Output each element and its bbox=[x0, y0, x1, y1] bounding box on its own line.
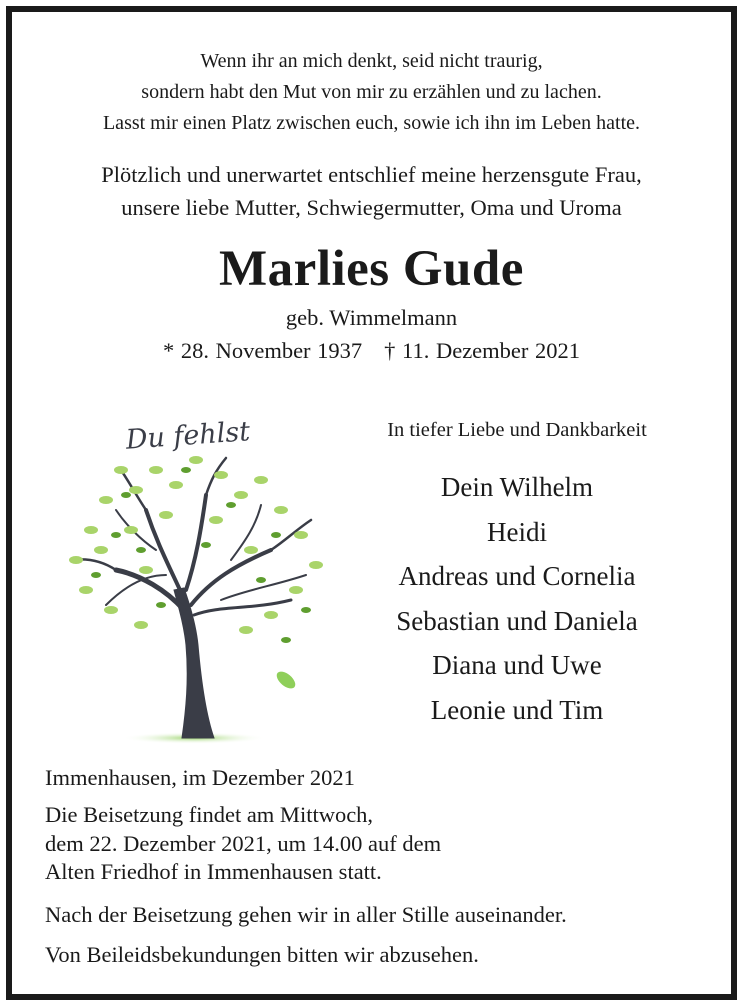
tree-icon bbox=[46, 400, 339, 745]
mourner-name: Diana und Uwe bbox=[432, 650, 602, 681]
poem-line: Lasst mir einen Platz zwischen euch, sowie ich ihn im Leben hatte. bbox=[102, 112, 641, 134]
mourner-name: Heidi bbox=[487, 516, 547, 547]
mourners-list bbox=[342, 465, 692, 733]
burial-info bbox=[45, 801, 441, 887]
deceased-name: Marlies Gude bbox=[219, 241, 524, 297]
birth-date: * 28. November 1937 bbox=[162, 338, 363, 363]
life-dates bbox=[12, 335, 731, 367]
intro-line: Plötzlich und unerwartet entschlief meine herzensgute Frau, bbox=[101, 162, 642, 187]
mourner-name: Dein Wilhelm bbox=[440, 472, 594, 502]
intro-line: unsere liebe Mutter, Schwiegermutter, Oma und Uroma bbox=[121, 195, 622, 220]
mourner-name: Andreas und Cornelia bbox=[398, 561, 636, 592]
poem-line: sondern habt den Mut von mir zu erzählen und zu lachen. bbox=[141, 81, 602, 103]
burial-line: Alten Friedhof in Immenhausen statt. bbox=[45, 859, 382, 884]
death-date: † 11. Dezember 2021 bbox=[384, 338, 581, 363]
obituary-frame bbox=[6, 6, 737, 1000]
intro-text bbox=[12, 158, 731, 224]
after-burial-note: Nach der Beisetzung gehen wir in aller Stille auseinander. bbox=[45, 902, 567, 927]
mourner-name: Leonie und Tim bbox=[430, 694, 604, 725]
image-caption: Du fehlst bbox=[124, 416, 252, 456]
poem bbox=[12, 46, 731, 139]
burial-line: Die Beisetzung findet am Mittwoch, bbox=[45, 802, 374, 827]
mourners-heading: In tiefer Liebe und Dankbarkeit bbox=[387, 419, 647, 441]
burial-line: dem 22. Dezember 2021, um 14.00 auf dem bbox=[45, 830, 442, 856]
no-condolences-note: Von Beileidsbekundungen bitten wir abzusehen. bbox=[45, 942, 479, 967]
maiden-name: geb. Wimmelmann bbox=[285, 305, 458, 330]
memorial-image bbox=[46, 400, 339, 745]
place-date: Immenhausen, im Dezember 2021 bbox=[45, 765, 355, 790]
poem-line: Wenn ihr an mich denkt, seid nicht traurig, bbox=[200, 50, 543, 72]
mourner-name: Sebastian und Daniela bbox=[396, 605, 638, 636]
